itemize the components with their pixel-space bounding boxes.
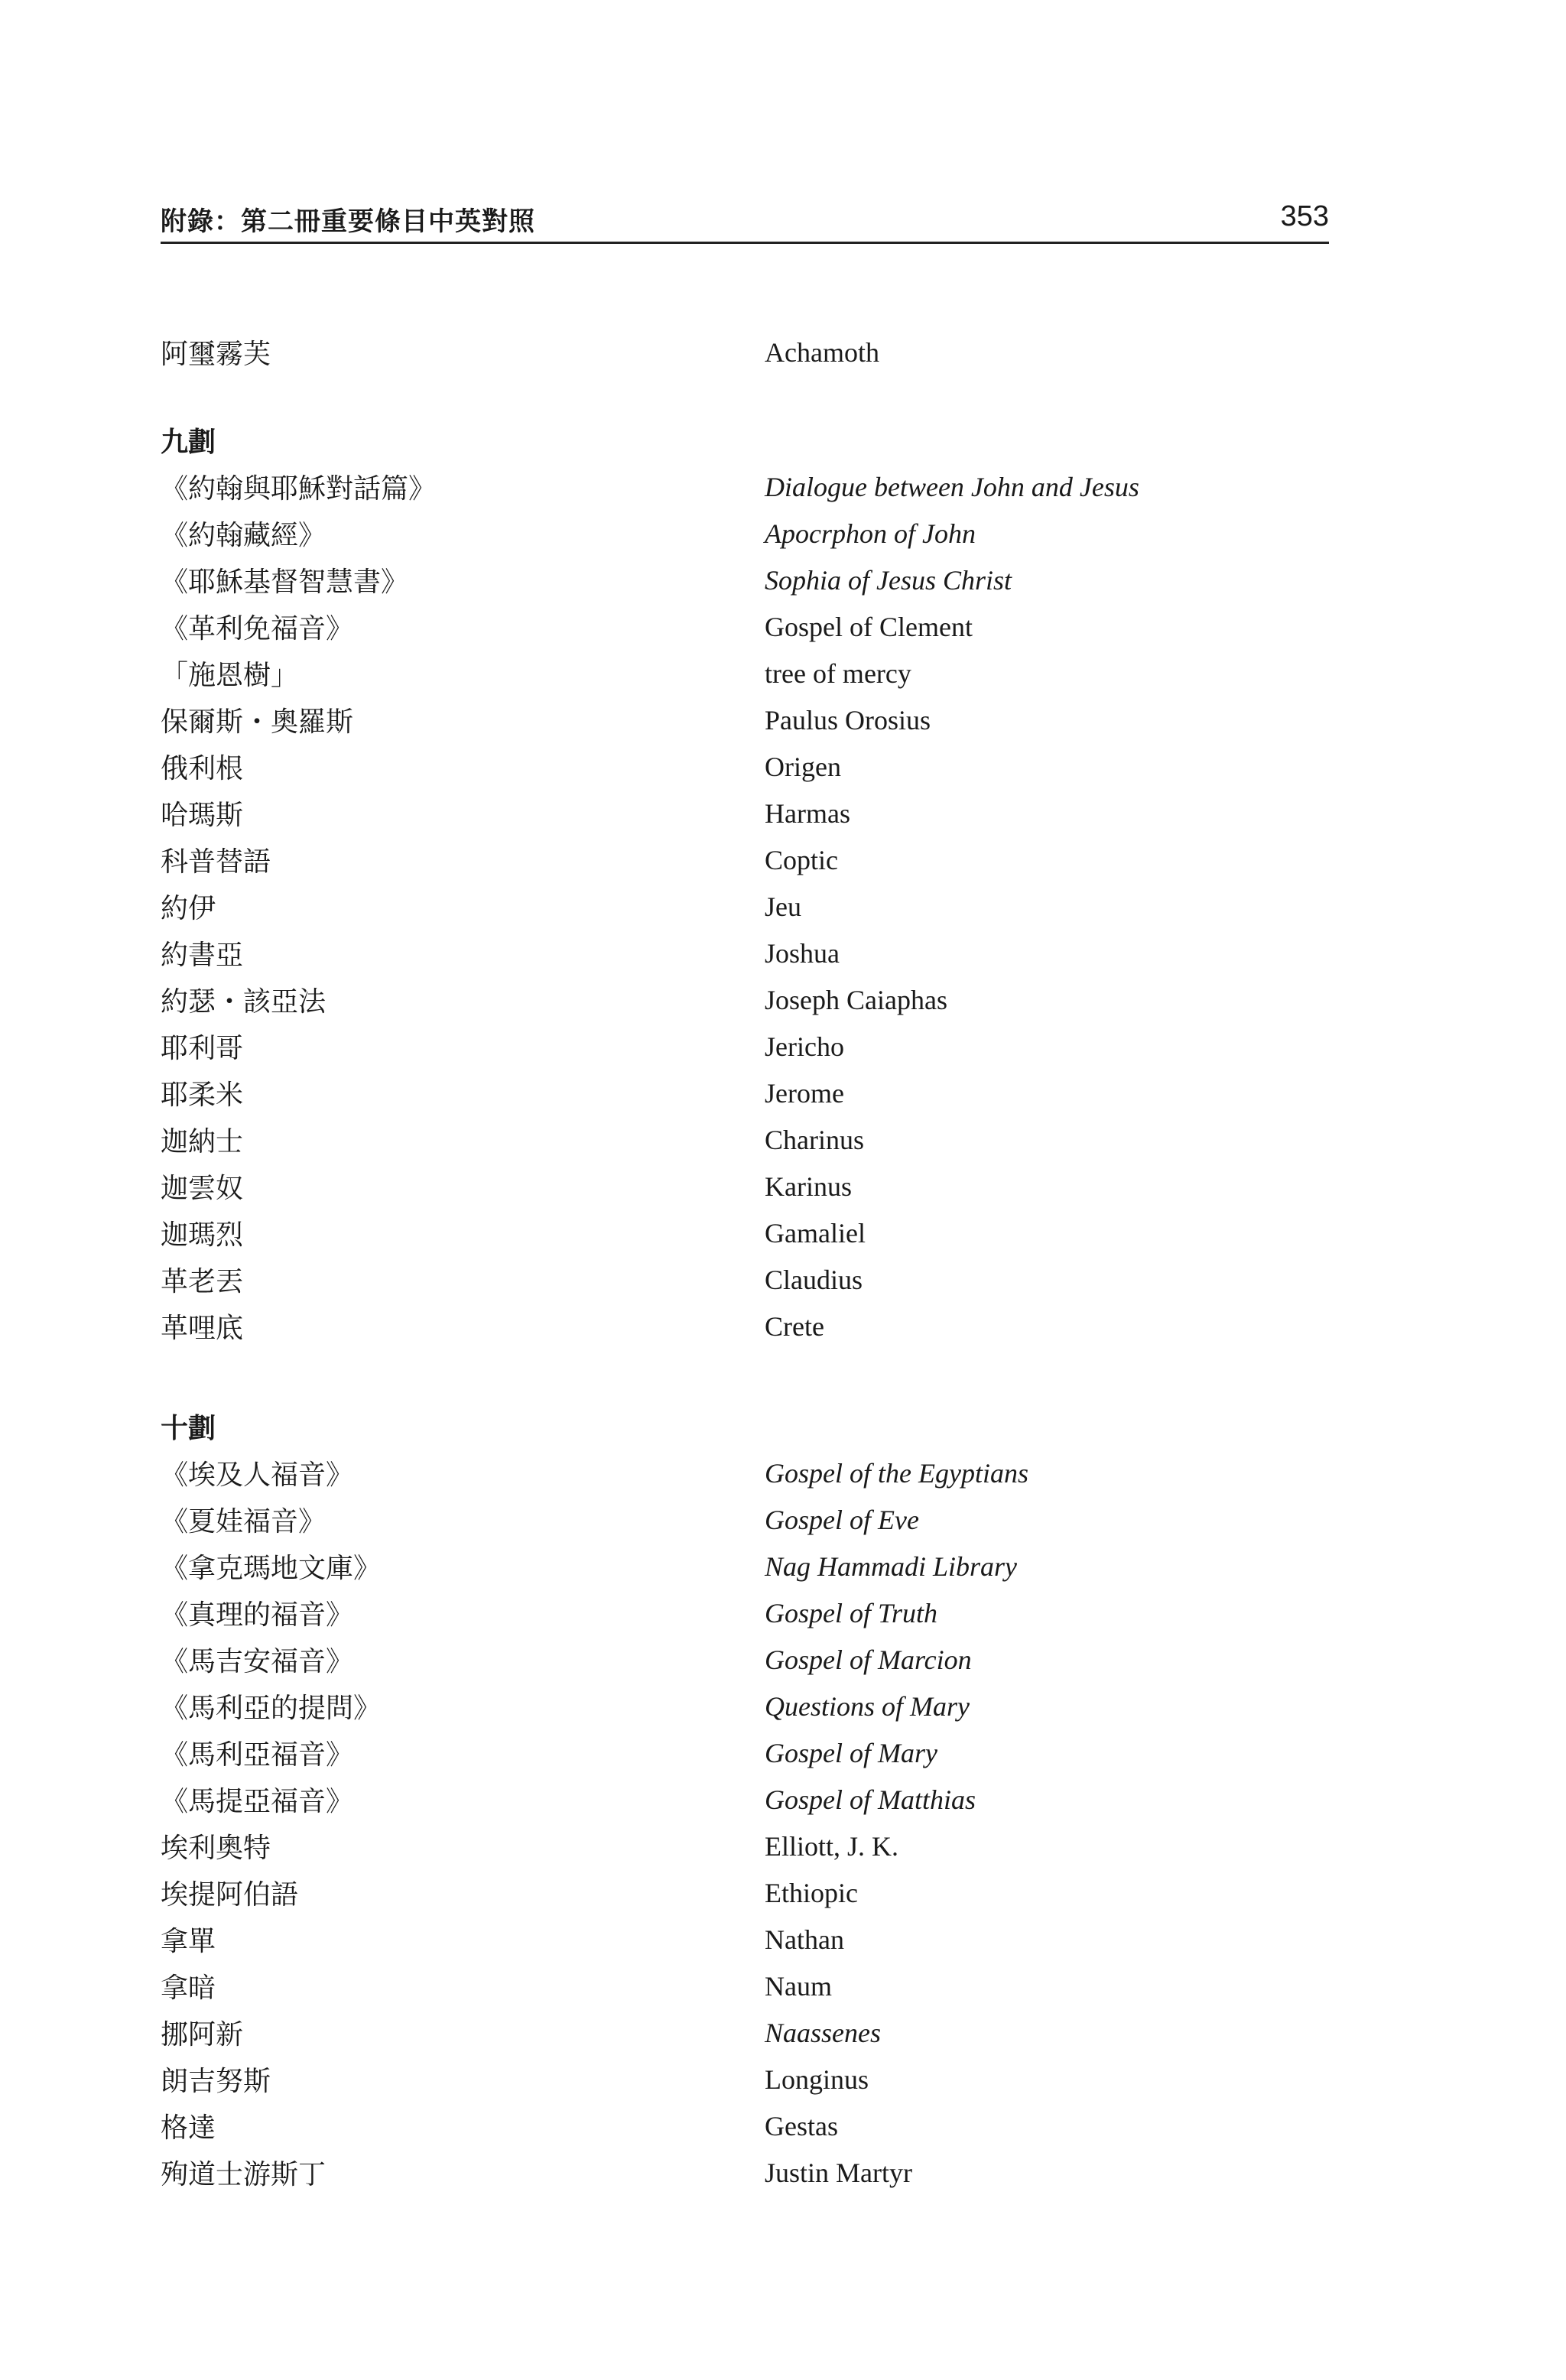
section-heading: 十劃 xyxy=(161,1413,216,1444)
chinese-term: 迦瑪烈 xyxy=(161,1219,244,1251)
english-term: Gospel of Eve xyxy=(765,1504,919,1535)
glossary-entry xyxy=(161,1776,1329,1823)
chinese-term: 保爾斯・奧羅斯 xyxy=(161,706,354,738)
section-heading: 九劃 xyxy=(161,427,216,458)
english-term: Ethiopic xyxy=(765,1877,858,1908)
english-term: Claudius xyxy=(765,1264,863,1295)
chinese-term: 埃提阿伯語 xyxy=(161,1879,299,1911)
glossary-entry xyxy=(161,557,1329,603)
glossary-entry xyxy=(161,510,1329,557)
glossary-entry xyxy=(161,1163,1329,1209)
chinese-term: 拿暗 xyxy=(161,1973,216,2004)
chinese-term: 《馬提亞福音》 xyxy=(161,1786,354,1817)
english-term: Paulus Orosius xyxy=(765,704,931,735)
chinese-term: 朗吉努斯 xyxy=(161,2066,271,2097)
glossary-entry xyxy=(161,883,1329,930)
english-term: tree of mercy xyxy=(765,658,911,689)
glossary-entry xyxy=(161,1543,1329,1589)
glossary-entry xyxy=(161,743,1329,790)
english-term: Jericho xyxy=(765,1031,844,1062)
glossary-entry xyxy=(161,1729,1329,1776)
glossary-entry xyxy=(161,329,1329,375)
glossary-entry xyxy=(161,1589,1329,1636)
chinese-term: 耶柔米 xyxy=(161,1080,244,1111)
page-number: 353 xyxy=(1280,200,1329,232)
glossary-entry xyxy=(161,603,1329,650)
english-term: Joshua xyxy=(765,937,840,969)
english-term: Gospel of Matthias xyxy=(765,1784,976,1815)
english-term: Elliott, J. K. xyxy=(765,1830,899,1862)
english-term: Jerome xyxy=(765,1077,844,1109)
chinese-term: 科普替語 xyxy=(161,846,271,878)
english-term: Achamoth xyxy=(765,336,879,368)
english-term: Nathan xyxy=(765,1924,844,1955)
english-term: Karinus xyxy=(765,1171,852,1202)
chinese-term: 約瑟・該亞法 xyxy=(161,986,327,1018)
glossary-entry xyxy=(161,1496,1329,1543)
english-term: Origen xyxy=(765,751,841,782)
glossary-entry xyxy=(161,1070,1329,1116)
chinese-term: 迦雲奴 xyxy=(161,1173,244,1204)
intro-entries xyxy=(161,329,1329,375)
english-term: Gamaliel xyxy=(765,1217,866,1248)
chinese-term: 《約翰與耶穌對話篇》 xyxy=(161,473,437,505)
english-term: Sophia of Jesus Christ xyxy=(765,564,1012,596)
english-term: Gospel of Marcion xyxy=(765,1644,972,1675)
stroke-section xyxy=(161,1403,1329,2196)
english-term: Nag Hammadi Library xyxy=(765,1550,1018,1582)
running-head xyxy=(161,197,1329,244)
english-term: Naassenes xyxy=(765,2017,881,2048)
glossary-entry xyxy=(161,2149,1329,2196)
chinese-term: 耶利哥 xyxy=(161,1033,244,1064)
glossary-entry xyxy=(161,2009,1329,2056)
glossary-entry xyxy=(161,1116,1329,1163)
chinese-term: 《耶穌基督智慧書》 xyxy=(161,567,409,598)
english-term: Gestas xyxy=(765,2110,838,2141)
chinese-term: 約伊 xyxy=(161,893,216,924)
english-term: Charinus xyxy=(765,1124,864,1155)
english-term: Dialogue between John and Jesus xyxy=(765,471,1139,502)
glossary-entry xyxy=(161,1636,1329,1683)
glossary-list xyxy=(161,329,1329,2196)
chinese-term: 「施恩樹」 xyxy=(161,660,299,691)
glossary-entry xyxy=(161,790,1329,836)
chinese-term: 《夏娃福音》 xyxy=(161,1506,327,1537)
glossary-entry xyxy=(161,650,1329,696)
section-spacer xyxy=(161,375,1329,417)
chinese-term: 《馬利亞的提問》 xyxy=(161,1693,382,1724)
english-term: Gospel of the Egyptians xyxy=(765,1457,1028,1489)
glossary-entry xyxy=(161,836,1329,883)
chinese-term: 《約翰藏經》 xyxy=(161,520,327,551)
chinese-term: 殉道士游斯丁 xyxy=(161,2159,327,2190)
glossary-entry xyxy=(161,1450,1329,1496)
english-term: Apocrphon of John xyxy=(765,518,976,549)
chinese-term: 哈瑪斯 xyxy=(161,800,244,831)
chinese-term: 革老丟 xyxy=(161,1266,244,1297)
english-term: Longinus xyxy=(765,2063,869,2095)
chinese-term: 拿單 xyxy=(161,1926,216,1957)
chinese-term: 約書亞 xyxy=(161,940,244,971)
chinese-term: 迦納士 xyxy=(161,1126,244,1158)
glossary-entry xyxy=(161,2102,1329,2149)
glossary-entry xyxy=(161,2056,1329,2102)
chinese-term: 挪阿新 xyxy=(161,2019,244,2050)
chinese-term: 《拿克瑪地文庫》 xyxy=(161,1553,382,1584)
glossary-entry xyxy=(161,1869,1329,1916)
english-term: Joseph Caiaphas xyxy=(765,984,947,1015)
english-term: Justin Martyr xyxy=(765,2157,912,2188)
english-term: Gospel of Mary xyxy=(765,1737,937,1768)
chinese-term: 格達 xyxy=(161,2112,216,2144)
glossary-entry xyxy=(161,930,1329,976)
glossary-entry xyxy=(161,1916,1329,1963)
chinese-term: 革哩底 xyxy=(161,1313,244,1344)
glossary-sections xyxy=(161,375,1329,2196)
english-term: Crete xyxy=(765,1310,824,1342)
section-spacer xyxy=(161,1349,1329,1403)
chinese-term: 《馬吉安福音》 xyxy=(161,1646,354,1677)
english-term: Gospel of Clement xyxy=(765,611,973,642)
chinese-term: 阿璽霧芙 xyxy=(161,339,271,370)
glossary-entry xyxy=(161,976,1329,1023)
glossary-entry xyxy=(161,1823,1329,1869)
chinese-term: 埃利奧特 xyxy=(161,1833,271,1864)
glossary-entry xyxy=(161,463,1329,510)
chinese-term: 《馬利亞福音》 xyxy=(161,1739,354,1771)
english-term: Harmas xyxy=(765,797,850,829)
english-term: Questions of Mary xyxy=(765,1690,970,1722)
glossary-entry xyxy=(161,1963,1329,2009)
english-term: Coptic xyxy=(765,844,838,875)
stroke-section xyxy=(161,417,1329,1349)
chinese-term: 《埃及人福音》 xyxy=(161,1459,354,1491)
glossary-entry xyxy=(161,1683,1329,1729)
english-term: Naum xyxy=(765,1970,832,2002)
glossary-entry xyxy=(161,1209,1329,1256)
english-term: Jeu xyxy=(765,891,801,922)
english-term: Gospel of Truth xyxy=(765,1597,938,1628)
glossary-entry xyxy=(161,1303,1329,1349)
chinese-term: 俄利根 xyxy=(161,753,244,784)
glossary-entry xyxy=(161,696,1329,743)
chinese-term: 《真理的福音》 xyxy=(161,1599,354,1631)
chinese-term: 《革利免福音》 xyxy=(161,613,354,645)
glossary-entry xyxy=(161,1023,1329,1070)
header-title: 附錄：第二冊重要條目中英對照 xyxy=(161,206,535,237)
glossary-entry xyxy=(161,1256,1329,1303)
